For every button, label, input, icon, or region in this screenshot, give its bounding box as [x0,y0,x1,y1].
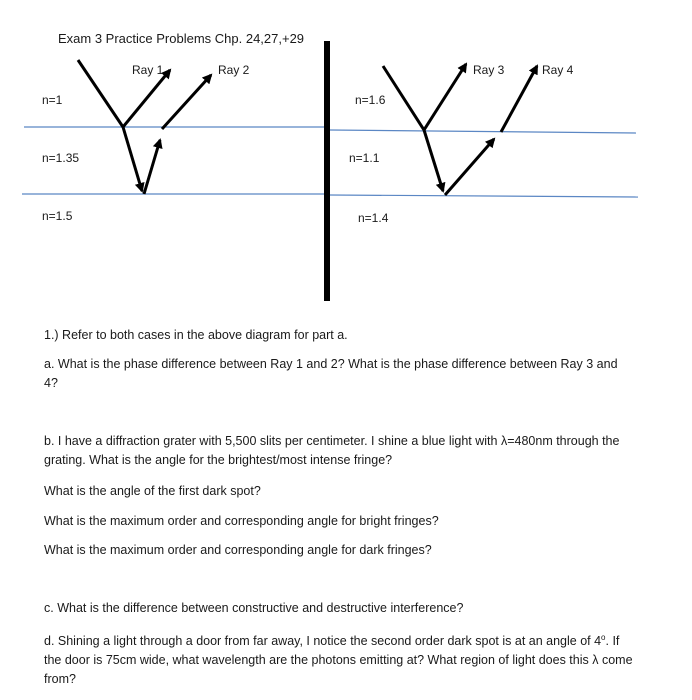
right-refracted-ray [424,130,443,191]
right-n-mid: n=1.1 [349,151,380,165]
left-incident-ray [78,60,123,127]
question-d [44,628,634,689]
question-a: a. What is the phase difference between Ray 1 and 2? What is the phase difference between Ray 3 and 4? [44,357,618,390]
question-d-part2: . If the door is 75cm wide, what wavelength are the photons emitting at? What region of light does this λ come from? [44,634,633,687]
question-1-intro: 1.) Refer to both cases in the above diagram for part a. [44,328,348,342]
right-upper-interface [330,130,636,133]
question-d-part1: d. Shining a light through a door from far away, I notice the second order dark spot is at an angle of 4 [44,634,602,649]
question-b-max-dark: What is the maximum order and corresponding angle for dark fringes? [44,543,432,557]
right-n-bot: n=1.4 [358,211,389,225]
right-n-top: n=1.6 [355,93,386,107]
ray2-emerging [162,75,211,129]
left-n-top: n=1 [42,93,63,107]
right-incident-ray [383,66,424,130]
ray4-emerging [501,66,537,132]
ray1-label: Ray 1 [132,63,164,77]
left-refracted-ray [123,127,142,191]
question-b-max-bright: What is the maximum order and corresponding angle for bright fringes? [44,514,439,528]
right-lower-interface [330,195,638,197]
left-n-mid: n=1.35 [42,151,80,165]
left-n-bot: n=1.5 [42,209,73,223]
left-internal-reflection [144,140,160,194]
ray3-label: Ray 3 [473,63,505,77]
ray3-reflected [424,64,466,130]
thin-film-diagram [0,0,692,310]
degree-symbol: o [601,633,606,642]
ray4-label: Ray 4 [542,63,574,77]
page-title: Exam 3 Practice Problems Chp. 24,27,+29 [58,31,305,46]
right-internal-reflection [445,139,494,195]
ray2-label: Ray 2 [218,63,250,77]
question-c: c. What is the difference between constructive and destructive interference? [44,601,464,615]
central-divider [324,41,330,301]
question-b: b. I have a diffraction grater with 5,500 slits per centimeter. I shine a blue light with λ=480nm through the grating. What is the angle for the brightest/most intense fringe? [44,434,620,467]
question-b-dark-spot: What is the angle of the first dark spot? [44,484,261,498]
ray1-reflected [123,70,170,127]
